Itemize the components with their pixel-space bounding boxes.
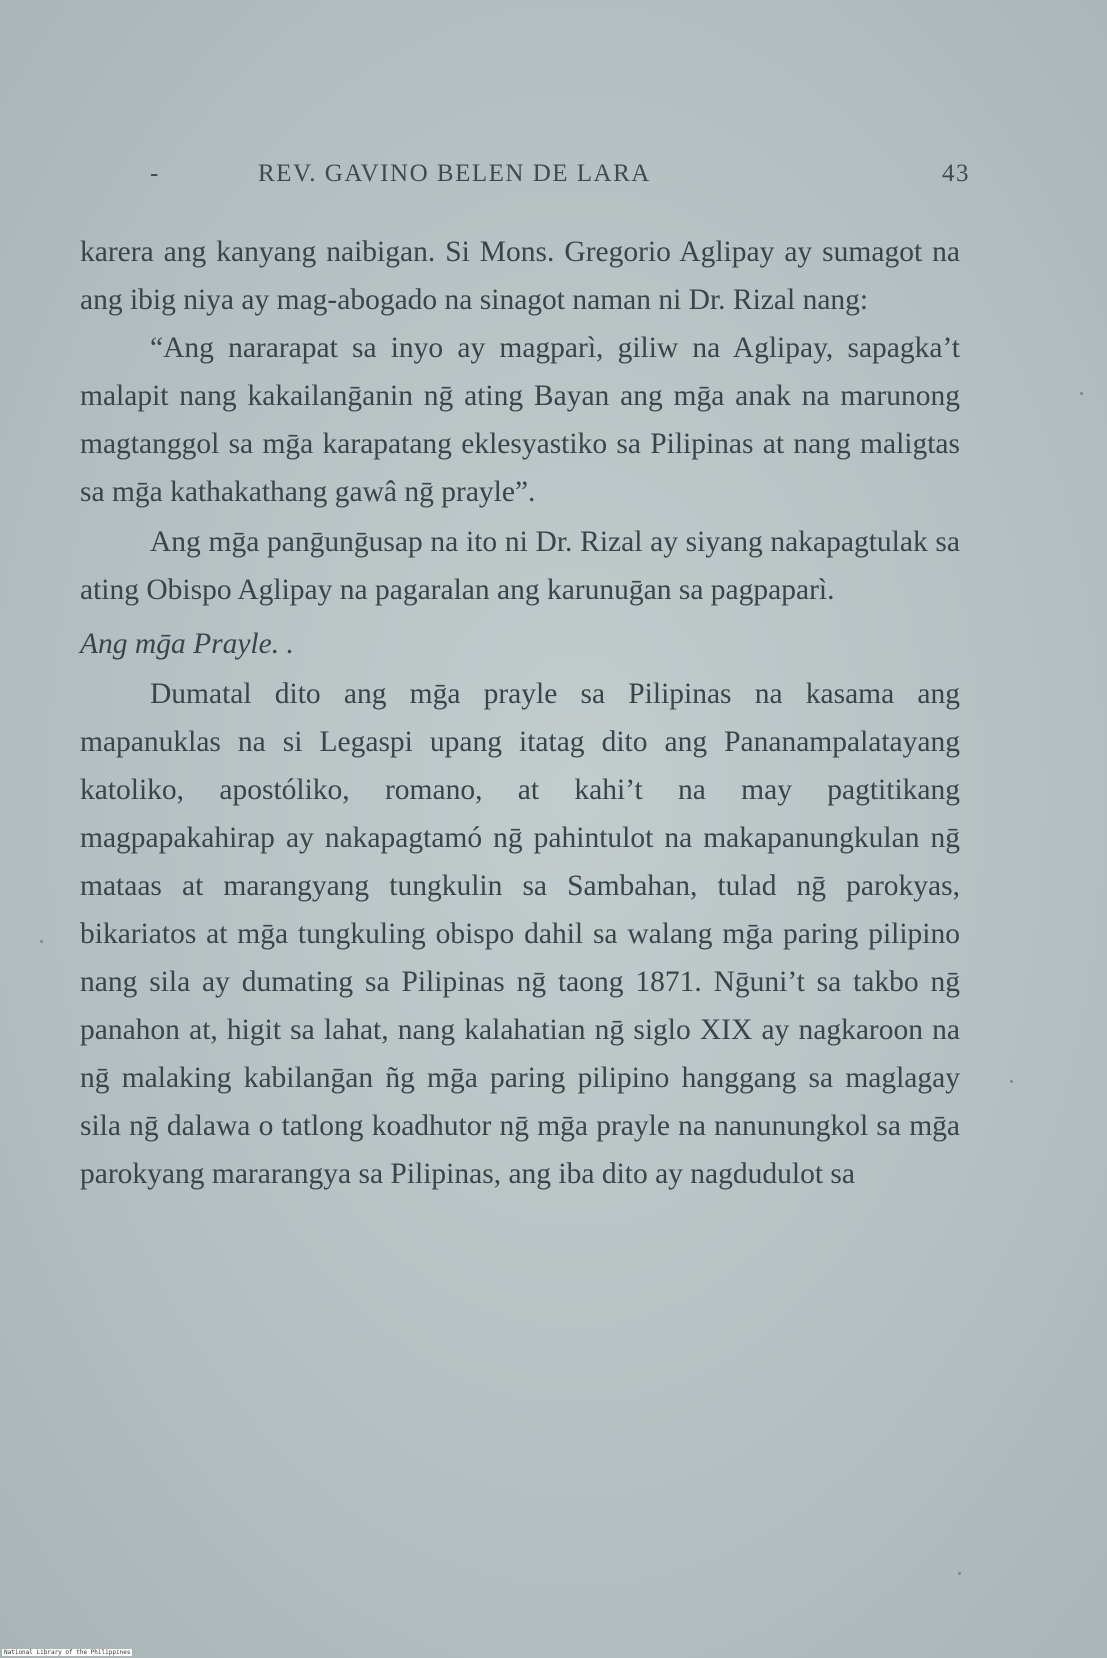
library-credit: National Library of the Philippines <box>4 1649 131 1656</box>
paragraph-4: Dumatal dito ang mḡa prayle sa Pilipinas na kasama ang mapanuklas na si Legaspi upang itatag dito ang Pananampalatayang katoliko, apostóliko, romano, at kahi’t na may pagtitikang magpapakahirap ay nakapagtamó nḡ pahintulot na makapanungkulan nḡ mataas at marangyang tungkulin sa Sambahan, tulad nḡ parokyas, bikariatos at mḡa tungkuling obispo dahil sa walang mḡa paring pilipino nang sila ay dumating sa Pilipinas nḡ taong 1871. Nḡuni’t sa takbo nḡ panahon at, higit sa lahat, nang kalahatian nḡ siglo XIX ay nagkaroon na nḡ malaking kabilanḡan ñg mḡa paring pilipino hanggang sa maglagay sila nḡ dalawa o tatlong koadhutor nḡ mḡa prayle na nanunungkol sa mḡa parokyang mararangya sa Pilipinas, ang iba dito ay nagdudulot sa <box>80 678 960 1190</box>
running-head-title: REV. GAVINO BELEN DE LARA <box>258 160 651 187</box>
paper-speck <box>1080 392 1083 395</box>
page-number: 43 <box>942 160 970 187</box>
paper-speck <box>40 940 43 943</box>
running-head <box>150 160 970 200</box>
body-text <box>80 228 960 1198</box>
paragraph-1: karera ang kanyang naibigan. Si Mons. Gregorio Aglipay ay sumagot na ang ibig niya ay mag-abogado na sinagot naman ni Dr. Rizal nang: <box>80 236 960 316</box>
paragraph-2-quote: “Ang nararapat sa inyo ay magparì, giliw na Aglipay, sapagka’t malapit nang kakailanḡanin nḡ ating Bayan ang mḡa anak na marunong magtanggol sa mḡa karapatang eklesyastiko sa Pilipinas at nang maligtas sa mḡa kathakathang gawâ nḡ prayle”. <box>80 332 960 508</box>
section-heading: Ang mḡa Prayle. . <box>80 628 294 660</box>
running-head-dash: - <box>150 160 160 187</box>
paragraph-3: Ang mḡa panḡunḡusap na ito ni Dr. Rizal ay siyang nakapagtulak sa ating Obispo Aglipay na pagaralan ang karunuḡan sa pagpaparì. <box>80 526 960 606</box>
paper-speck <box>1010 1080 1013 1083</box>
paper-speck <box>958 1572 961 1575</box>
